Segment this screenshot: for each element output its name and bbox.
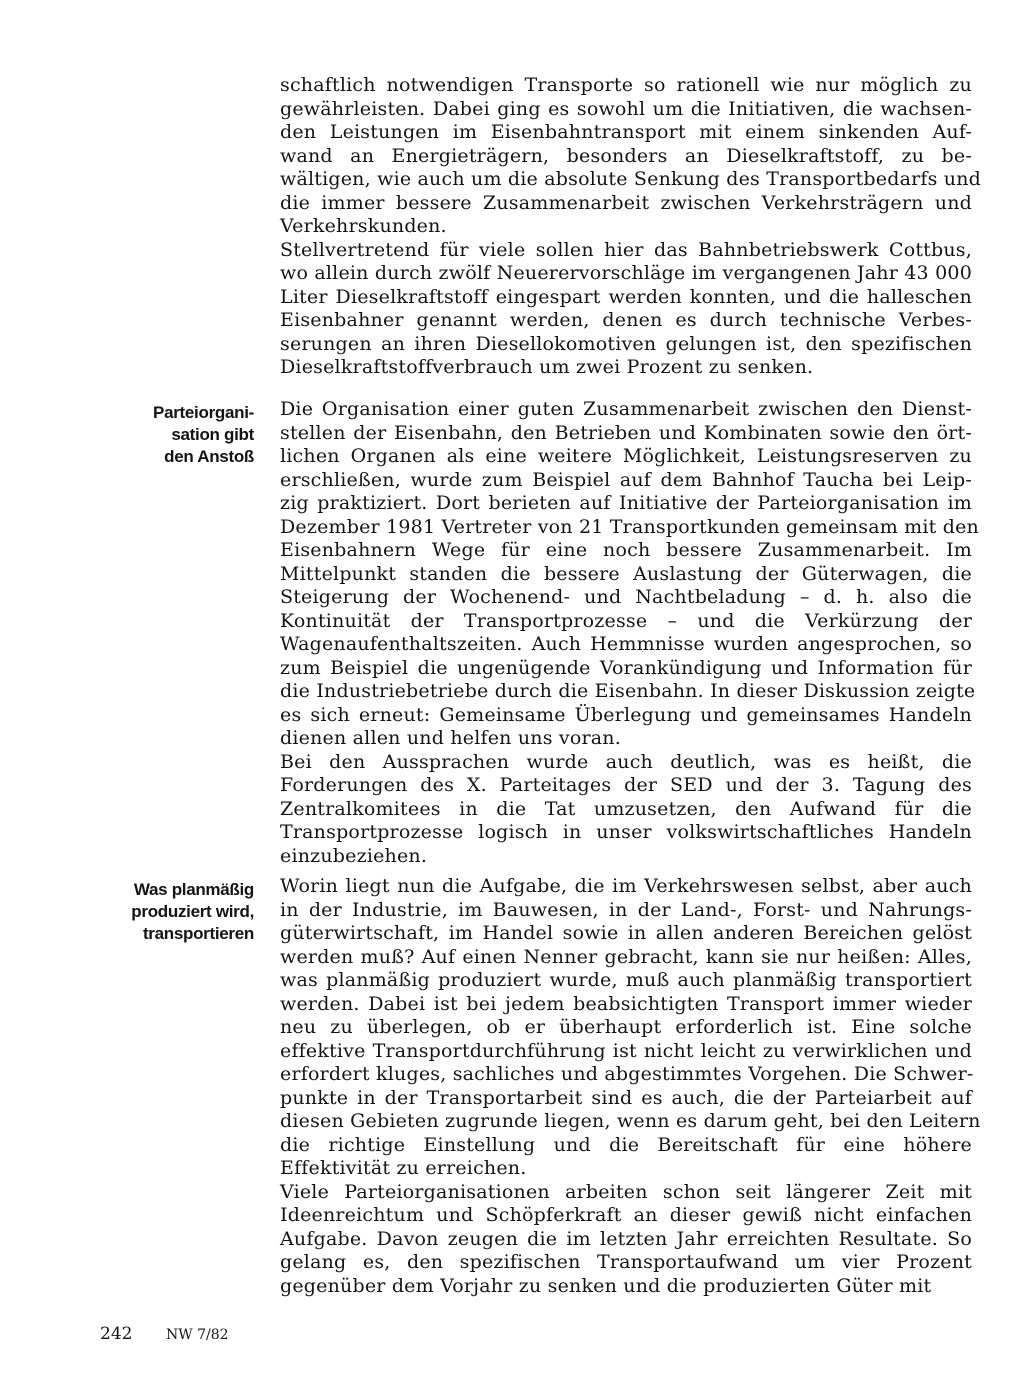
text-line: Dezember 1981 Vertreter von 21 Transportkunden gemeinsam mit den — [280, 515, 979, 538]
text-line: gelang es, den spezifischen Transportaufwand um vier Prozent — [280, 1251, 972, 1273]
text-line: Effektivität zu erreichen. — [280, 1157, 527, 1179]
text-line: Worin liegt nun die Aufgabe, die im Verkehrswesen selbst, aber auch — [280, 875, 972, 897]
side-heading-line: sation gibt — [171, 425, 254, 444]
text-line: wältigen, wie auch um die absolute Senkung des Transportbedarfs und — [280, 168, 982, 190]
text-line: gewährleisten. Dabei ging es sowohl um die Initiativen, die wachsen- — [280, 97, 972, 120]
text-line: die Industriebetriebe durch die Eisenbahn. In dieser Diskussion zeigte — [280, 680, 976, 702]
side-heading-line: transportieren — [142, 924, 254, 943]
text-line: stellen der Eisenbahn, den Betrieben und Kombinaten sowie den ört- — [280, 421, 972, 444]
section-2-text — [280, 398, 979, 868]
text-line: diesen Gebieten zugrunde liegen, wenn es darum geht, bei den Leitern — [280, 1110, 981, 1132]
text-line: schaftlich notwendigen Transporte so rationell wie nur möglich zu — [280, 74, 972, 96]
paragraph — [280, 74, 982, 239]
text-line: Bei den Aussprachen wurde auch deutlich, was es heißt, die — [280, 750, 972, 773]
text-line: in der Industrie, im Bauwesen, in der Land-, Forst- und Nahrungs- — [280, 898, 972, 921]
text-line: die immer bessere Zusammenarbeit zwischen Verkehrsträgern und — [280, 191, 972, 214]
text-line: Liter Dieselkraftstoff eingespart werden konnten, und die halleschen — [280, 285, 972, 308]
text-line: Viele Parteiorganisationen arbeiten schon seit längerer Zeit mit — [280, 1180, 972, 1203]
text-line: dienen allen und helfen uns voran. — [280, 727, 621, 749]
text-line: Eisenbahnern Wege für eine noch bessere Zusammenarbeit. Im — [280, 539, 972, 561]
text-line: erschließen, wurde zum Beispiel auf dem Bahnhof Taucha bei Leip- — [280, 468, 972, 491]
paragraph — [280, 398, 979, 751]
text-line: serungen an ihren Diesellokomotiven gelungen ist, den spezifischen — [280, 332, 972, 355]
text-line: wo allein durch zwölf Neuerervorschläge im vergangenen Jahr 43 000 — [280, 262, 972, 284]
text-line: Verkehrskunden. — [280, 215, 447, 237]
text-line: erfordert kluges, sachliches und abgestimmtes Vorgehen. Die Schwer- — [280, 1063, 974, 1085]
text-line: Kontinuität der Transportprozesse – und die Verkürzung der — [280, 609, 972, 632]
page-number: 242 — [100, 1324, 133, 1344]
text-line: Dieselkraftstoffverbrauch um zwei Prozent zu senken. — [280, 356, 814, 378]
text-line: werden muß? Auf einen Nenner gebracht, kann sie nur heißen: Alles, — [280, 945, 972, 968]
text-line: Wagenaufenthaltszeiten. Auch Hemmnisse wurden angesprochen, so — [280, 633, 972, 655]
text-line: die richtige Einstellung und die Bereitschaft für eine höhere — [280, 1133, 972, 1156]
text-line: Ideenreichtum und Schöpferkraft an dieser gewiß nicht einfachen — [280, 1204, 972, 1226]
paragraph — [280, 875, 981, 1181]
text-line: lichen Organen als eine weitere Möglichkeit, Leistungsreserven zu — [280, 445, 972, 467]
side-heading-line: Parteiorgani- — [153, 403, 254, 422]
text-line: Transportprozesse logisch in unser volkswirtschaftliches Handeln — [280, 821, 972, 843]
text-line: Forderungen des X. Parteitages der SED und der 3. Tagung des — [280, 774, 972, 796]
text-line: Stellvertretend für viele sollen hier das Bahnbetriebswerk Cottbus, — [280, 238, 972, 261]
text-line: Aufgabe. Davon zeugen die im letzten Jahr erreichten Resultate. So — [280, 1227, 972, 1250]
paragraph — [280, 751, 972, 869]
paragraph — [280, 1181, 972, 1299]
paragraph — [280, 239, 972, 380]
text-line: was planmäßig produziert wurde, muß auch planmäßig transportiert — [280, 969, 972, 991]
text-line: Die Organisation einer guten Zusammenarbeit zwischen den Dienst- — [280, 398, 972, 420]
text-line: punkte in der Transportarbeit sind es auch, die der Parteiarbeit auf — [280, 1086, 972, 1109]
text-line: den Leistungen im Eisenbahntransport mit einem sinkenden Auf- — [280, 121, 972, 143]
text-line: zig praktiziert. Dort berieten auf Initiative der Parteiorganisation im — [280, 492, 972, 514]
text-line: einzubeziehen. — [280, 844, 428, 867]
side-heading — [118, 879, 254, 945]
text-line: Mittelpunkt standen die bessere Auslastung der Güterwagen, die — [280, 562, 972, 585]
text-line: Steigerung der Wochenend- und Nachtbeladung – d. h. also die — [280, 586, 972, 608]
text-line: Eisenbahner genannt werden, denen es durch technische Verbes- — [280, 309, 972, 331]
text-line: es sich erneut: Gemeinsame Überlegung und gemeinsames Handeln — [280, 703, 972, 726]
issue-label: NW 7/82 — [166, 1327, 229, 1343]
text-line: Zentralkomitees in die Tat umzusetzen, den Aufwand für die — [280, 797, 972, 820]
section-3-text — [280, 875, 981, 1298]
side-heading-line: Was planmäßig — [133, 880, 254, 899]
text-line: zum Beispiel die ungenügende Vorankündigung und Information für — [280, 656, 972, 679]
text-line: gegenüber dem Vorjahr zu senken und die produzierten Güter mit — [280, 1274, 932, 1297]
text-line: neu zu überlegen, ob er überhaupt erforderlich ist. Eine solche — [280, 1016, 972, 1038]
text-line: güterwirtschaft, im Handel sowie in allen anderen Bereichen gelöst — [280, 922, 972, 944]
section-1-text — [280, 74, 982, 380]
text-line: werden. Dabei ist bei jedem beabsichtigten Transport immer wieder — [280, 992, 972, 1015]
side-heading — [118, 402, 254, 468]
side-heading-line: den Anstoß — [164, 447, 254, 466]
side-heading-line: produziert wird, — [131, 902, 254, 921]
text-line: wand an Energieträgern, besonders an Dieselkraftstoff, zu be- — [280, 144, 972, 167]
text-line: effektive Transportdurchführung ist nicht leicht zu verwirklichen und — [280, 1039, 972, 1062]
